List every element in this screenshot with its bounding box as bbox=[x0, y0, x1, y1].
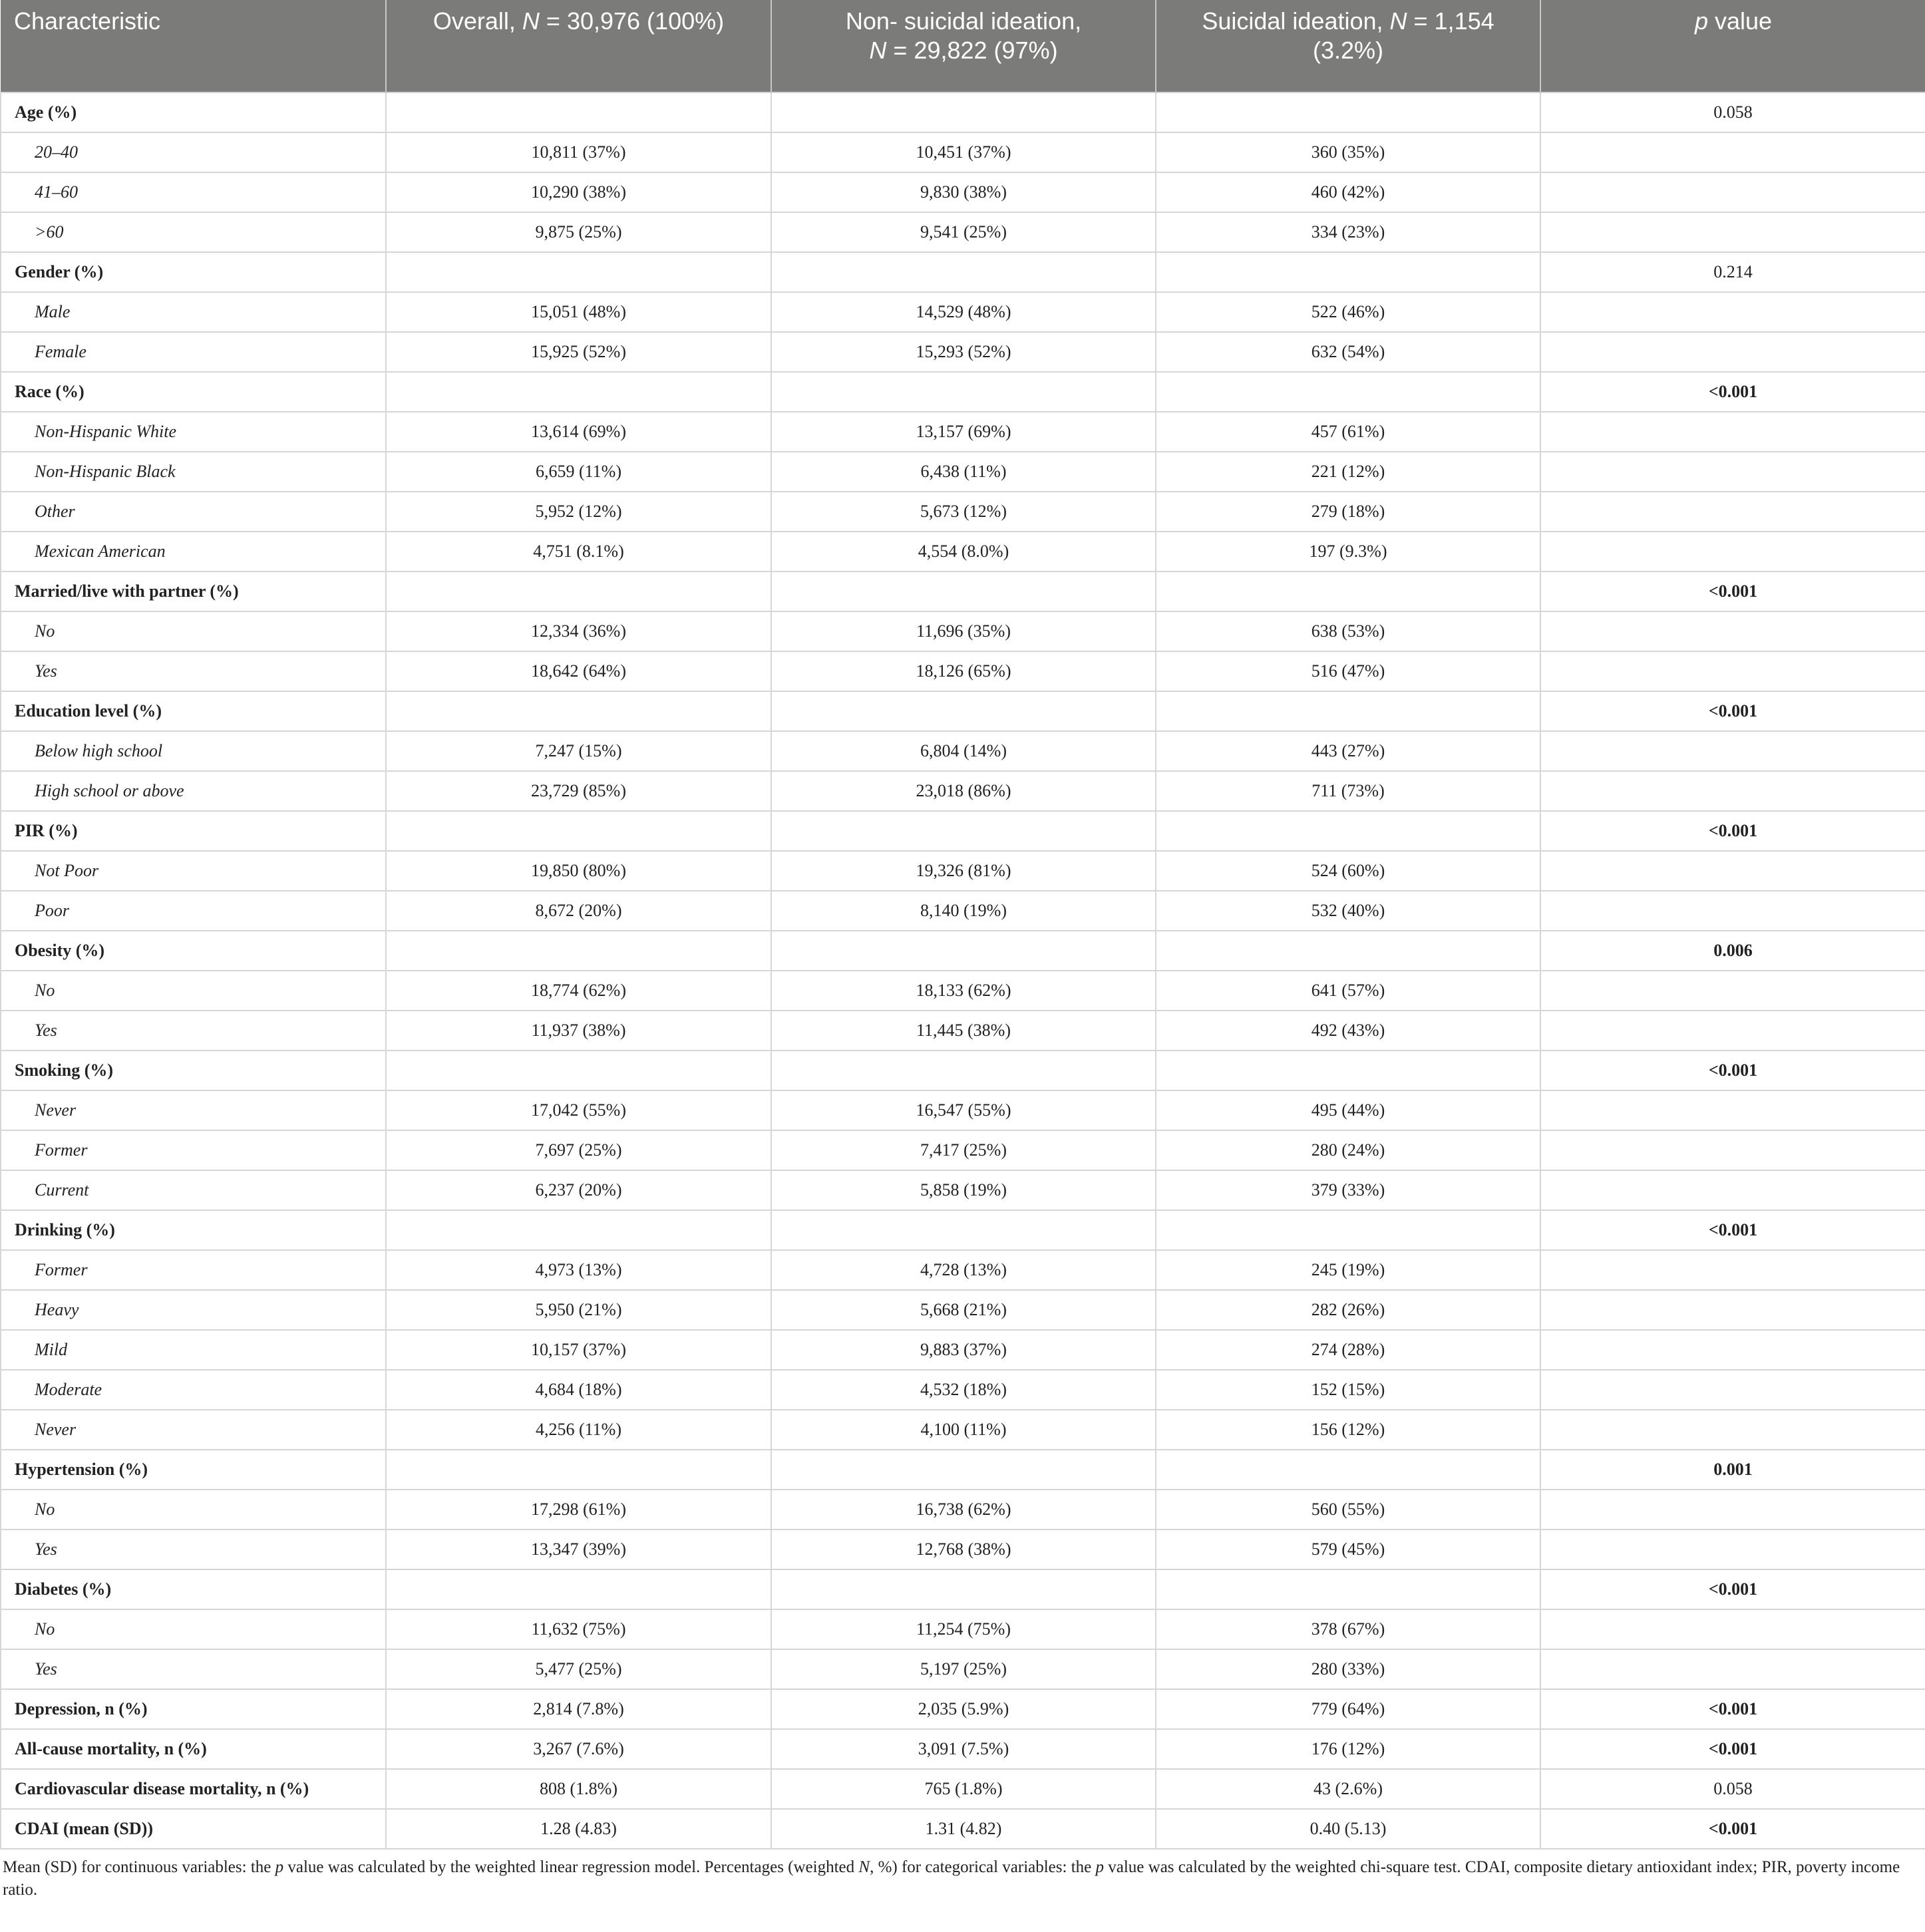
cell-non-suicidal-ideation: 13,157 (69%) bbox=[771, 412, 1156, 452]
cell-suicidal-ideation: 560 (55%) bbox=[1156, 1490, 1540, 1530]
cell-characteristic: Heavy bbox=[1, 1290, 386, 1330]
cell-p-value bbox=[1540, 212, 1925, 252]
cell-p-value bbox=[1540, 1250, 1925, 1290]
table-row bbox=[1, 771, 1925, 811]
cell-non-suicidal-ideation bbox=[771, 931, 1156, 971]
cell-non-suicidal-ideation: 4,728 (13%) bbox=[771, 1250, 1156, 1290]
table-row bbox=[1, 1290, 1925, 1330]
table-row-group bbox=[1, 931, 1925, 971]
cell-characteristic: Former bbox=[1, 1250, 386, 1290]
cell-suicidal-ideation: 280 (24%) bbox=[1156, 1130, 1540, 1170]
table-row bbox=[1, 532, 1925, 571]
cell-p-value: <0.001 bbox=[1540, 1729, 1925, 1769]
cell-characteristic: High school or above bbox=[1, 771, 386, 811]
table-row-group bbox=[1, 1729, 1925, 1769]
cell-suicidal-ideation: 280 (33%) bbox=[1156, 1649, 1540, 1689]
cell-non-suicidal-ideation: 23,018 (86%) bbox=[771, 771, 1156, 811]
cell-overall bbox=[386, 931, 771, 971]
table-row bbox=[1, 452, 1925, 492]
cell-non-suicidal-ideation: 11,254 (75%) bbox=[771, 1609, 1156, 1649]
cell-suicidal-ideation: 176 (12%) bbox=[1156, 1729, 1540, 1769]
cell-characteristic: Race (%) bbox=[1, 372, 386, 412]
cell-overall: 17,042 (55%) bbox=[386, 1090, 771, 1130]
cell-non-suicidal-ideation: 1.31 (4.82) bbox=[771, 1809, 1156, 1849]
cell-non-suicidal-ideation: 8,140 (19%) bbox=[771, 891, 1156, 931]
cell-characteristic: Non-Hispanic White bbox=[1, 412, 386, 452]
cell-suicidal-ideation bbox=[1156, 931, 1540, 971]
cell-p-value: 0.214 bbox=[1540, 252, 1925, 292]
table-row-group bbox=[1, 1569, 1925, 1609]
cell-overall: 6,237 (20%) bbox=[386, 1170, 771, 1210]
table-row bbox=[1, 1609, 1925, 1649]
cell-suicidal-ideation: 274 (28%) bbox=[1156, 1330, 1540, 1370]
cell-non-suicidal-ideation bbox=[771, 1050, 1156, 1090]
cell-characteristic: Never bbox=[1, 1410, 386, 1450]
cell-p-value bbox=[1540, 1090, 1925, 1130]
cell-p-value: <0.001 bbox=[1540, 1689, 1925, 1729]
table-row bbox=[1, 1250, 1925, 1290]
table-row bbox=[1, 1170, 1925, 1210]
cell-p-value bbox=[1540, 891, 1925, 931]
cell-non-suicidal-ideation bbox=[771, 92, 1156, 132]
cell-suicidal-ideation: 711 (73%) bbox=[1156, 771, 1540, 811]
cell-characteristic: Below high school bbox=[1, 731, 386, 771]
cell-non-suicidal-ideation: 4,554 (8.0%) bbox=[771, 532, 1156, 571]
cell-characteristic: Age (%) bbox=[1, 92, 386, 132]
cell-suicidal-ideation: 152 (15%) bbox=[1156, 1370, 1540, 1410]
cell-non-suicidal-ideation: 11,696 (35%) bbox=[771, 611, 1156, 651]
cell-suicidal-ideation bbox=[1156, 372, 1540, 412]
table-row bbox=[1, 1410, 1925, 1450]
cell-p-value bbox=[1540, 292, 1925, 332]
cell-overall: 7,247 (15%) bbox=[386, 731, 771, 771]
cell-overall bbox=[386, 571, 771, 611]
cell-non-suicidal-ideation: 765 (1.8%) bbox=[771, 1769, 1156, 1809]
cell-suicidal-ideation: 282 (26%) bbox=[1156, 1290, 1540, 1330]
cell-p-value bbox=[1540, 1609, 1925, 1649]
cell-p-value: <0.001 bbox=[1540, 1569, 1925, 1609]
cell-non-suicidal-ideation: 11,445 (38%) bbox=[771, 1011, 1156, 1050]
table-row bbox=[1, 212, 1925, 252]
cell-overall: 5,477 (25%) bbox=[386, 1649, 771, 1689]
cell-overall: 17,298 (61%) bbox=[386, 1490, 771, 1530]
cell-overall bbox=[386, 1210, 771, 1250]
cell-non-suicidal-ideation: 9,541 (25%) bbox=[771, 212, 1156, 252]
table-row bbox=[1, 651, 1925, 691]
table-row-group bbox=[1, 1450, 1925, 1490]
cell-non-suicidal-ideation: 5,668 (21%) bbox=[771, 1290, 1156, 1330]
cell-p-value bbox=[1540, 731, 1925, 771]
cell-overall: 13,347 (39%) bbox=[386, 1530, 771, 1569]
cell-characteristic: Male bbox=[1, 292, 386, 332]
table-row-group bbox=[1, 1769, 1925, 1809]
cell-overall: 8,672 (20%) bbox=[386, 891, 771, 931]
cell-characteristic: Yes bbox=[1, 651, 386, 691]
cell-overall: 23,729 (85%) bbox=[386, 771, 771, 811]
cell-characteristic: Obesity (%) bbox=[1, 931, 386, 971]
cell-non-suicidal-ideation: 18,133 (62%) bbox=[771, 971, 1156, 1011]
cell-overall: 11,632 (75%) bbox=[386, 1609, 771, 1649]
cell-overall bbox=[386, 811, 771, 851]
cell-characteristic: Yes bbox=[1, 1530, 386, 1569]
cell-overall: 4,256 (11%) bbox=[386, 1410, 771, 1450]
cell-non-suicidal-ideation bbox=[771, 372, 1156, 412]
cell-non-suicidal-ideation: 10,451 (37%) bbox=[771, 132, 1156, 172]
cell-suicidal-ideation: 379 (33%) bbox=[1156, 1170, 1540, 1210]
cell-suicidal-ideation: 579 (45%) bbox=[1156, 1530, 1540, 1569]
cell-characteristic: No bbox=[1, 1490, 386, 1530]
table-row bbox=[1, 891, 1925, 931]
table-row bbox=[1, 172, 1925, 212]
cell-overall bbox=[386, 691, 771, 731]
cell-characteristic: Depression, n (%) bbox=[1, 1689, 386, 1729]
table-body bbox=[1, 92, 1925, 1849]
table-row bbox=[1, 1370, 1925, 1410]
cell-suicidal-ideation: 460 (42%) bbox=[1156, 172, 1540, 212]
cell-suicidal-ideation bbox=[1156, 691, 1540, 731]
cell-suicidal-ideation: 43 (2.6%) bbox=[1156, 1769, 1540, 1809]
cell-suicidal-ideation bbox=[1156, 571, 1540, 611]
table-row-group bbox=[1, 1050, 1925, 1090]
table-row bbox=[1, 1130, 1925, 1170]
header-overall: Overall, N = 30,976 (100%) bbox=[386, 0, 771, 92]
cell-overall: 15,051 (48%) bbox=[386, 292, 771, 332]
cell-p-value: <0.001 bbox=[1540, 372, 1925, 412]
table-row bbox=[1, 1090, 1925, 1130]
cell-characteristic: Never bbox=[1, 1090, 386, 1130]
cell-characteristic: Gender (%) bbox=[1, 252, 386, 292]
cell-overall bbox=[386, 92, 771, 132]
cell-suicidal-ideation: 457 (61%) bbox=[1156, 412, 1540, 452]
cell-non-suicidal-ideation bbox=[771, 691, 1156, 731]
cell-characteristic: CDAI (mean (SD)) bbox=[1, 1809, 386, 1849]
cell-non-suicidal-ideation: 9,830 (38%) bbox=[771, 172, 1156, 212]
cell-non-suicidal-ideation: 5,673 (12%) bbox=[771, 492, 1156, 532]
cell-suicidal-ideation: 378 (67%) bbox=[1156, 1609, 1540, 1649]
cell-characteristic: Female bbox=[1, 332, 386, 372]
header-suicidal-ideation: Suicidal ideation, N = 1,154 (3.2%) bbox=[1156, 0, 1540, 92]
cell-non-suicidal-ideation: 12,768 (38%) bbox=[771, 1530, 1156, 1569]
cell-characteristic: Yes bbox=[1, 1011, 386, 1050]
cell-overall: 4,973 (13%) bbox=[386, 1250, 771, 1290]
table-header bbox=[1, 0, 1925, 92]
cell-characteristic: Moderate bbox=[1, 1370, 386, 1410]
cell-p-value bbox=[1540, 1410, 1925, 1450]
table-footnote: Mean (SD) for continuous variables: the p value was calculated by the weighted linear regression model. Percentages (weighted N, %) for categorical variables: the p value was calculated by the weighted chi-square test. CDAI, composite dietary antioxidant index; PIR, poverty income ratio. bbox=[3, 1858, 1900, 1899]
cell-p-value: <0.001 bbox=[1540, 1210, 1925, 1250]
cell-non-suicidal-ideation: 14,529 (48%) bbox=[771, 292, 1156, 332]
header-non-suicidal-ideation: Non- suicidal ideation, N = 29,822 (97%) bbox=[771, 0, 1156, 92]
cell-overall: 10,157 (37%) bbox=[386, 1330, 771, 1370]
cell-p-value bbox=[1540, 1530, 1925, 1569]
cell-suicidal-ideation bbox=[1156, 1569, 1540, 1609]
cell-overall: 2,814 (7.8%) bbox=[386, 1689, 771, 1729]
cell-non-suicidal-ideation: 3,091 (7.5%) bbox=[771, 1729, 1156, 1769]
cell-non-suicidal-ideation: 9,883 (37%) bbox=[771, 1330, 1156, 1370]
cell-non-suicidal-ideation: 19,326 (81%) bbox=[771, 851, 1156, 891]
cell-overall: 808 (1.8%) bbox=[386, 1769, 771, 1809]
cell-suicidal-ideation bbox=[1156, 1050, 1540, 1090]
cell-non-suicidal-ideation bbox=[771, 1569, 1156, 1609]
cell-overall: 5,952 (12%) bbox=[386, 492, 771, 532]
cell-suicidal-ideation: 516 (47%) bbox=[1156, 651, 1540, 691]
cell-p-value bbox=[1540, 412, 1925, 452]
cell-p-value bbox=[1540, 1649, 1925, 1689]
cell-characteristic: Non-Hispanic Black bbox=[1, 452, 386, 492]
table-row bbox=[1, 851, 1925, 891]
table-row bbox=[1, 132, 1925, 172]
cell-suicidal-ideation: 443 (27%) bbox=[1156, 731, 1540, 771]
cell-suicidal-ideation bbox=[1156, 92, 1540, 132]
cell-p-value bbox=[1540, 1170, 1925, 1210]
table-row-group bbox=[1, 92, 1925, 132]
table-row-group bbox=[1, 1809, 1925, 1849]
cell-overall bbox=[386, 1450, 771, 1490]
table-row bbox=[1, 292, 1925, 332]
cell-characteristic: Hypertension (%) bbox=[1, 1450, 386, 1490]
cell-suicidal-ideation: 245 (19%) bbox=[1156, 1250, 1540, 1290]
table-row-group bbox=[1, 372, 1925, 412]
cell-non-suicidal-ideation: 6,804 (14%) bbox=[771, 731, 1156, 771]
cell-non-suicidal-ideation: 16,547 (55%) bbox=[771, 1090, 1156, 1130]
cell-suicidal-ideation: 334 (23%) bbox=[1156, 212, 1540, 252]
table-row bbox=[1, 1490, 1925, 1530]
cell-overall: 11,937 (38%) bbox=[386, 1011, 771, 1050]
cell-p-value bbox=[1540, 132, 1925, 172]
cell-characteristic: 41–60 bbox=[1, 172, 386, 212]
cell-non-suicidal-ideation bbox=[771, 252, 1156, 292]
cell-characteristic: Drinking (%) bbox=[1, 1210, 386, 1250]
header-p-value: p value bbox=[1540, 0, 1925, 92]
cell-suicidal-ideation: 495 (44%) bbox=[1156, 1090, 1540, 1130]
cell-p-value bbox=[1540, 651, 1925, 691]
cell-p-value: <0.001 bbox=[1540, 1809, 1925, 1849]
cell-p-value: <0.001 bbox=[1540, 1050, 1925, 1090]
cell-characteristic: Mild bbox=[1, 1330, 386, 1370]
cell-overall: 7,697 (25%) bbox=[386, 1130, 771, 1170]
cell-overall bbox=[386, 372, 771, 412]
cell-non-suicidal-ideation bbox=[771, 811, 1156, 851]
cell-suicidal-ideation: 524 (60%) bbox=[1156, 851, 1540, 891]
cell-p-value: <0.001 bbox=[1540, 811, 1925, 851]
cell-non-suicidal-ideation: 4,532 (18%) bbox=[771, 1370, 1156, 1410]
cell-characteristic: No bbox=[1, 611, 386, 651]
cell-overall: 13,614 (69%) bbox=[386, 412, 771, 452]
cell-non-suicidal-ideation: 2,035 (5.9%) bbox=[771, 1689, 1156, 1729]
cell-p-value: 0.001 bbox=[1540, 1450, 1925, 1490]
table-row bbox=[1, 731, 1925, 771]
cell-p-value bbox=[1540, 532, 1925, 571]
cell-p-value bbox=[1540, 1370, 1925, 1410]
table-row-group bbox=[1, 691, 1925, 731]
table-row bbox=[1, 1530, 1925, 1569]
cell-p-value bbox=[1540, 332, 1925, 372]
cell-suicidal-ideation: 360 (35%) bbox=[1156, 132, 1540, 172]
cell-p-value bbox=[1540, 1490, 1925, 1530]
cell-p-value: 0.006 bbox=[1540, 931, 1925, 971]
cell-suicidal-ideation: 522 (46%) bbox=[1156, 292, 1540, 332]
cell-characteristic: Smoking (%) bbox=[1, 1050, 386, 1090]
header-characteristic: Characteristic bbox=[1, 0, 386, 92]
cell-non-suicidal-ideation bbox=[771, 1450, 1156, 1490]
cell-p-value bbox=[1540, 1290, 1925, 1330]
cell-characteristic: All-cause mortality, n (%) bbox=[1, 1729, 386, 1769]
cell-overall: 10,290 (38%) bbox=[386, 172, 771, 212]
cell-suicidal-ideation: 779 (64%) bbox=[1156, 1689, 1540, 1729]
table-row-group bbox=[1, 1689, 1925, 1729]
cell-overall bbox=[386, 252, 771, 292]
table-row bbox=[1, 1011, 1925, 1050]
cell-suicidal-ideation: 0.40 (5.13) bbox=[1156, 1809, 1540, 1849]
cell-overall bbox=[386, 1569, 771, 1609]
cell-p-value bbox=[1540, 771, 1925, 811]
table-row bbox=[1, 611, 1925, 651]
cell-overall: 1.28 (4.83) bbox=[386, 1809, 771, 1849]
cell-characteristic: Not Poor bbox=[1, 851, 386, 891]
cell-p-value bbox=[1540, 452, 1925, 492]
cell-suicidal-ideation: 532 (40%) bbox=[1156, 891, 1540, 931]
cell-overall: 5,950 (21%) bbox=[386, 1290, 771, 1330]
cell-suicidal-ideation: 197 (9.3%) bbox=[1156, 532, 1540, 571]
cell-characteristic: >60 bbox=[1, 212, 386, 252]
cell-p-value: 0.058 bbox=[1540, 92, 1925, 132]
cell-characteristic: Mexican American bbox=[1, 532, 386, 571]
cell-characteristic: No bbox=[1, 971, 386, 1011]
cell-p-value bbox=[1540, 971, 1925, 1011]
cell-suicidal-ideation: 641 (57%) bbox=[1156, 971, 1540, 1011]
cell-characteristic: Yes bbox=[1, 1649, 386, 1689]
cell-characteristic: Education level (%) bbox=[1, 691, 386, 731]
cell-non-suicidal-ideation bbox=[771, 1210, 1156, 1250]
cell-characteristic: No bbox=[1, 1609, 386, 1649]
table-row bbox=[1, 492, 1925, 532]
cell-suicidal-ideation bbox=[1156, 811, 1540, 851]
cell-characteristic: Poor bbox=[1, 891, 386, 931]
table-row-group bbox=[1, 1210, 1925, 1250]
cell-non-suicidal-ideation: 5,858 (19%) bbox=[771, 1170, 1156, 1210]
cell-overall: 15,925 (52%) bbox=[386, 332, 771, 372]
cell-suicidal-ideation: 492 (43%) bbox=[1156, 1011, 1540, 1050]
cell-p-value bbox=[1540, 1011, 1925, 1050]
cell-characteristic: 20–40 bbox=[1, 132, 386, 172]
cell-overall: 9,875 (25%) bbox=[386, 212, 771, 252]
table-row bbox=[1, 412, 1925, 452]
cell-non-suicidal-ideation: 5,197 (25%) bbox=[771, 1649, 1156, 1689]
cell-overall: 10,811 (37%) bbox=[386, 132, 771, 172]
table-row bbox=[1, 971, 1925, 1011]
cell-suicidal-ideation bbox=[1156, 1210, 1540, 1250]
cell-p-value bbox=[1540, 1130, 1925, 1170]
cell-p-value: 0.058 bbox=[1540, 1769, 1925, 1809]
cell-characteristic: Current bbox=[1, 1170, 386, 1210]
cell-p-value bbox=[1540, 1330, 1925, 1370]
cell-suicidal-ideation bbox=[1156, 1450, 1540, 1490]
cell-p-value bbox=[1540, 611, 1925, 651]
table-row-group bbox=[1, 571, 1925, 611]
cell-suicidal-ideation: 632 (54%) bbox=[1156, 332, 1540, 372]
cell-non-suicidal-ideation: 18,126 (65%) bbox=[771, 651, 1156, 691]
table-row bbox=[1, 1649, 1925, 1689]
cell-characteristic: Diabetes (%) bbox=[1, 1569, 386, 1609]
cell-non-suicidal-ideation: 6,438 (11%) bbox=[771, 452, 1156, 492]
cell-p-value: <0.001 bbox=[1540, 571, 1925, 611]
cell-non-suicidal-ideation: 16,738 (62%) bbox=[771, 1490, 1156, 1530]
cell-suicidal-ideation: 221 (12%) bbox=[1156, 452, 1540, 492]
table-row-group bbox=[1, 811, 1925, 851]
table-row-group bbox=[1, 252, 1925, 292]
cell-non-suicidal-ideation: 15,293 (52%) bbox=[771, 332, 1156, 372]
table-row bbox=[1, 332, 1925, 372]
cell-non-suicidal-ideation: 7,417 (25%) bbox=[771, 1130, 1156, 1170]
cell-overall: 19,850 (80%) bbox=[386, 851, 771, 891]
cell-p-value bbox=[1540, 492, 1925, 532]
cell-p-value bbox=[1540, 851, 1925, 891]
cell-characteristic: Cardiovascular disease mortality, n (%) bbox=[1, 1769, 386, 1809]
cell-suicidal-ideation: 279 (18%) bbox=[1156, 492, 1540, 532]
cell-non-suicidal-ideation: 4,100 (11%) bbox=[771, 1410, 1156, 1450]
cell-characteristic: Former bbox=[1, 1130, 386, 1170]
cell-suicidal-ideation: 638 (53%) bbox=[1156, 611, 1540, 651]
cell-characteristic: PIR (%) bbox=[1, 811, 386, 851]
cell-suicidal-ideation bbox=[1156, 252, 1540, 292]
cell-overall: 3,267 (7.6%) bbox=[386, 1729, 771, 1769]
cell-characteristic: Other bbox=[1, 492, 386, 532]
cell-overall: 12,334 (36%) bbox=[386, 611, 771, 651]
cell-p-value bbox=[1540, 172, 1925, 212]
cell-p-value: <0.001 bbox=[1540, 691, 1925, 731]
cell-overall: 18,774 (62%) bbox=[386, 971, 771, 1011]
cell-overall: 6,659 (11%) bbox=[386, 452, 771, 492]
cell-non-suicidal-ideation bbox=[771, 571, 1156, 611]
cell-suicidal-ideation: 156 (12%) bbox=[1156, 1410, 1540, 1450]
table-row bbox=[1, 1330, 1925, 1370]
cell-overall bbox=[386, 1050, 771, 1090]
cell-overall: 4,684 (18%) bbox=[386, 1370, 771, 1410]
cell-characteristic: Married/live with partner (%) bbox=[1, 571, 386, 611]
cell-overall: 18,642 (64%) bbox=[386, 651, 771, 691]
cell-overall: 4,751 (8.1%) bbox=[386, 532, 771, 571]
